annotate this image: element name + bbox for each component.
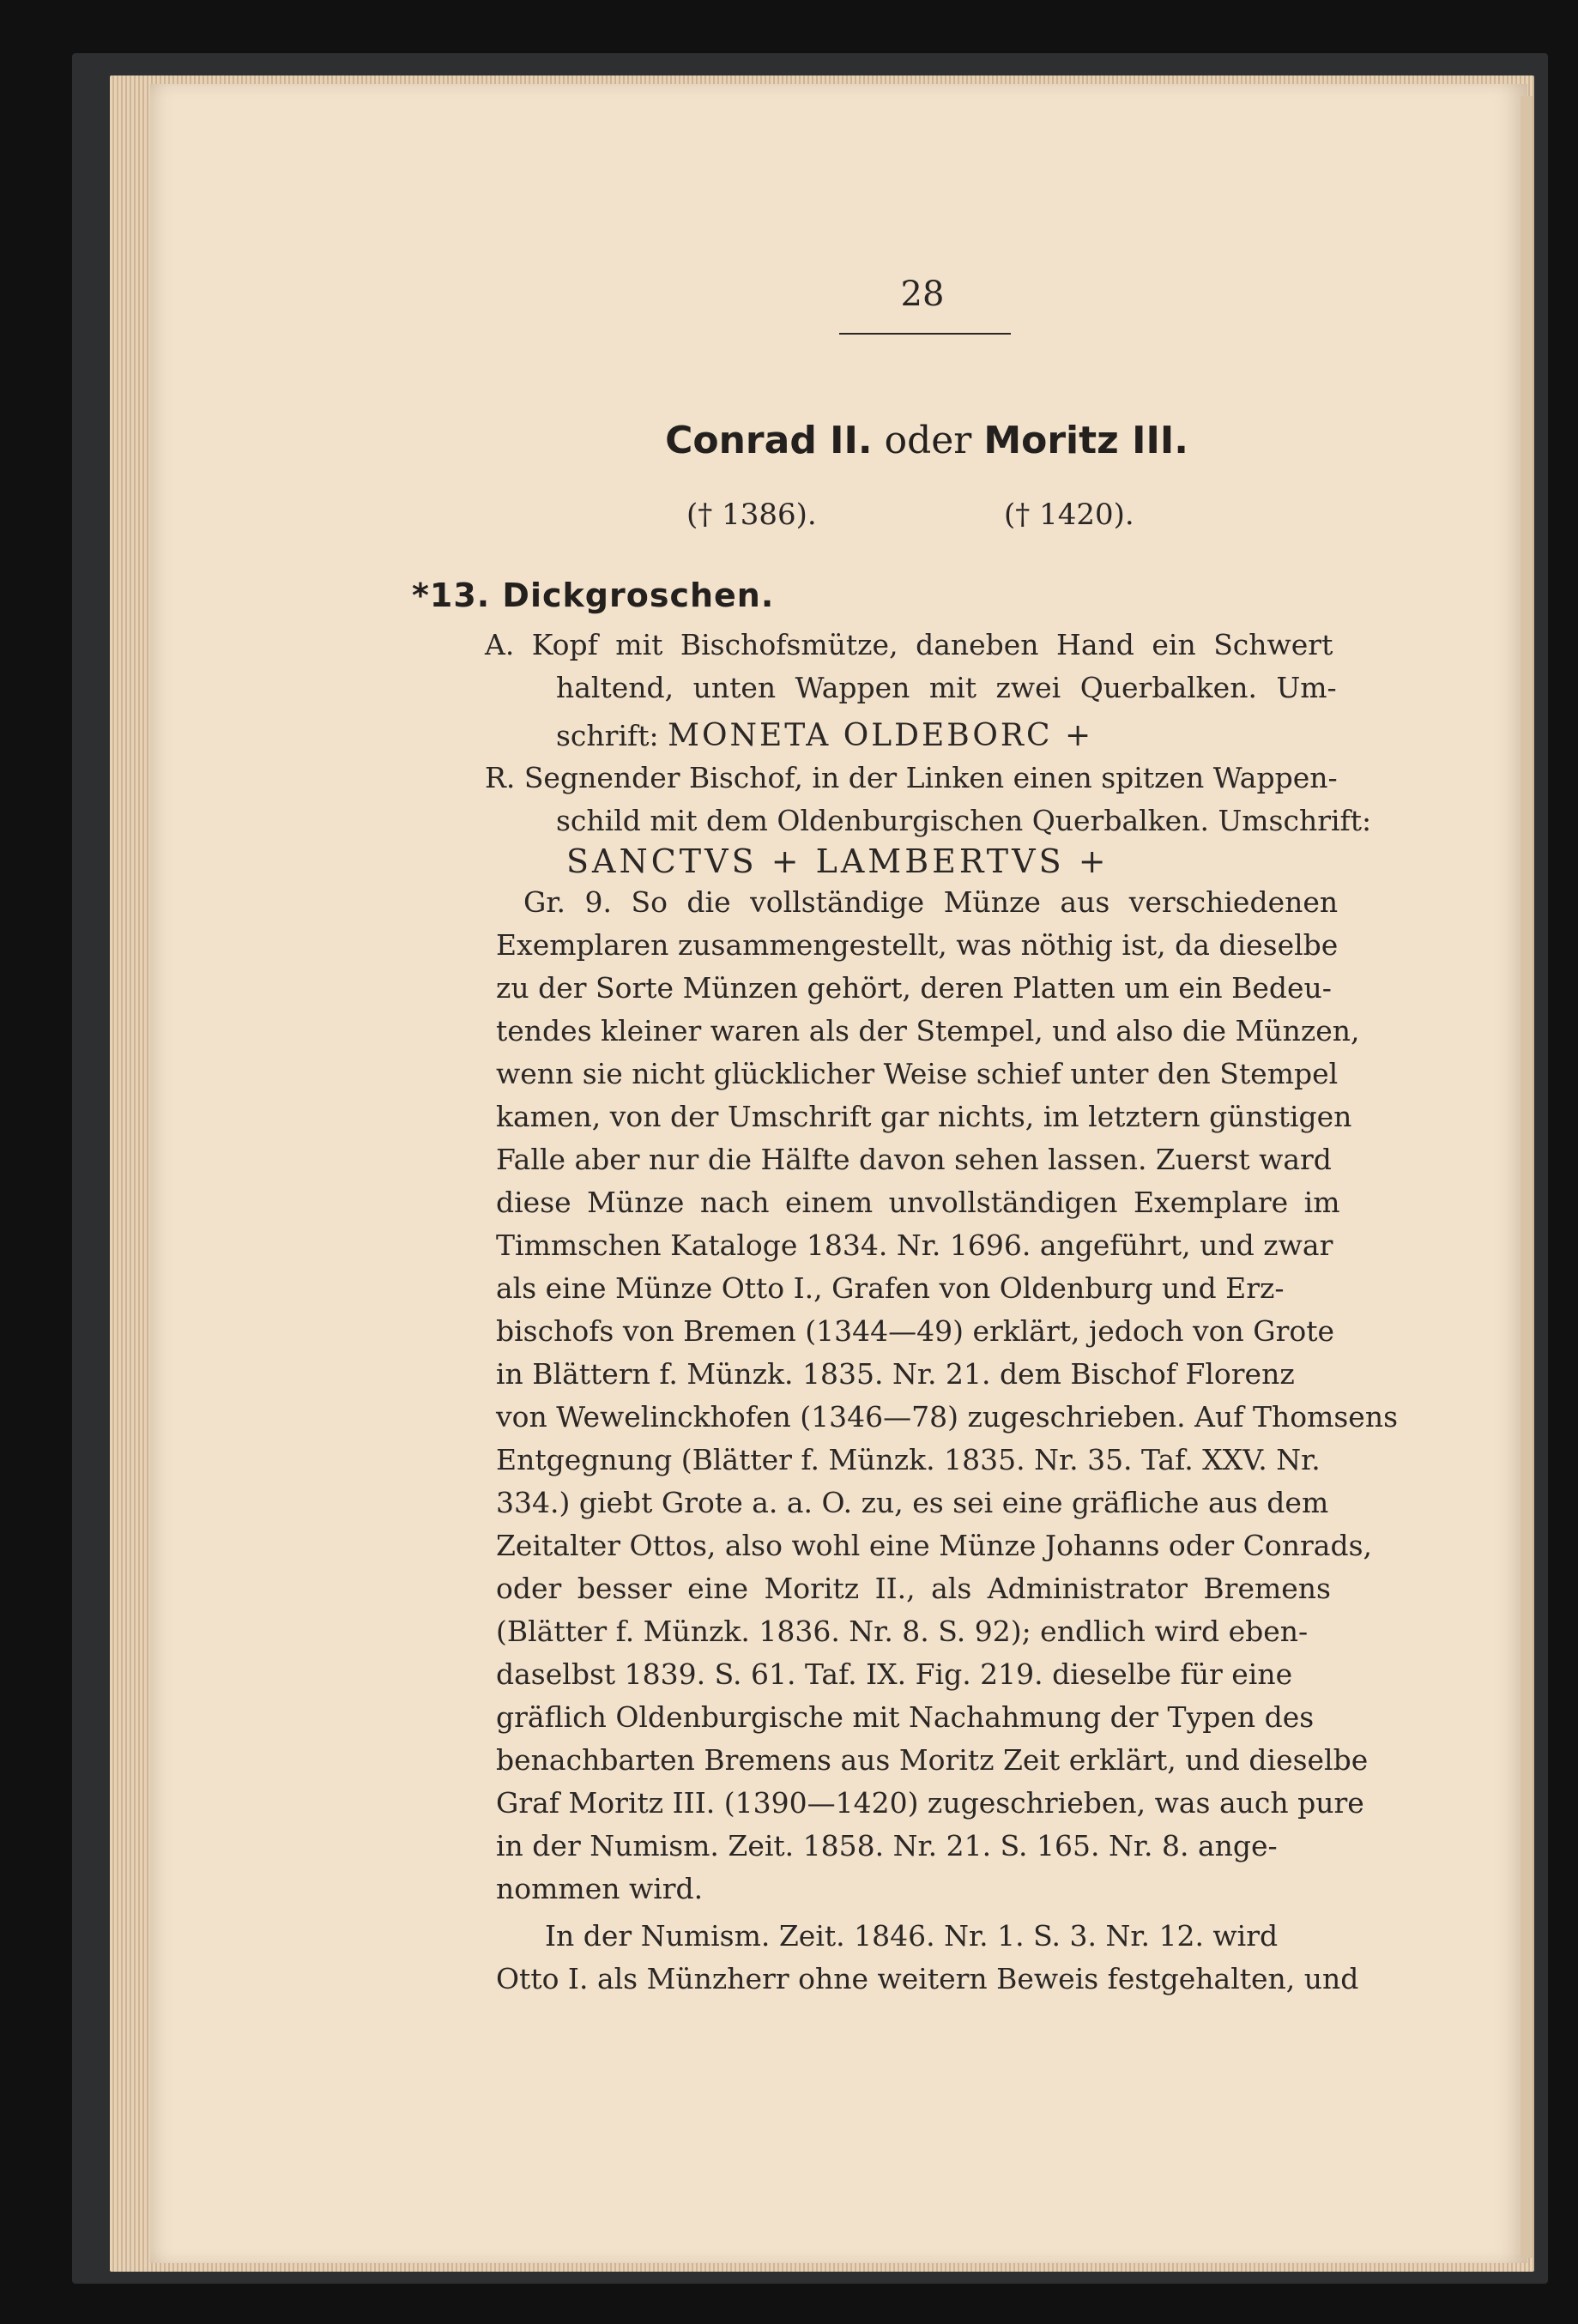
obverse-line-lead [556,718,1094,753]
heading-name-1: Conrad II. [665,419,873,462]
obverse-label: schrift: [556,719,659,752]
body-line: daselbst 1839. S. 61. Taf. IX. Fig. 219. dieselbe für eine [496,1657,1293,1691]
body-line: bischofs von Bremen (1344—49) erklärt, jedoch von Grote [496,1314,1335,1348]
body-line: tendes kleiner waren als der Stempel, und also die Münzen, [496,1014,1360,1047]
body-line: wenn sie nicht glücklicher Weise schief unter den Stempel [496,1057,1339,1090]
heading-name-2: Moritz III. [983,419,1188,462]
body-line: Zeitalter Ottos, also wohl eine Münze Johanns oder Conrads, [496,1529,1373,1562]
body-line: Otto I. als Münzherr ohne weitern Beweis festgehalten, und [496,1962,1359,1995]
obverse-line: A. Kopf mit Bischofsmütze, daneben Hand ein Schwert [485,628,1333,661]
body-line: von Wewelinckhofen (1346—78) zugeschrieben. Auf Thomsens [496,1400,1399,1434]
body-line: kamen, von der Umschrift gar nichts, im letztern günstigen [496,1100,1352,1133]
page-fore-edge [1521,96,1533,2258]
body-line: Falle aber nur die Hälfte davon sehen lassen. Zuerst ward [496,1143,1332,1176]
body-line: In der Numism. Zeit. 1846. Nr. 1. S. 3. Nr. 12. wird [545,1919,1279,1953]
body-line: in Blättern f. Münzk. 1835. Nr. 21. dem Bischof Florenz [496,1357,1295,1391]
body-line: (Blätter f. Münzk. 1836. Nr. 8. S. 92); endlich wird eben- [496,1615,1309,1648]
body-line: benachbarten Bremens aus Moritz Zeit erklärt, und dieselbe [496,1743,1369,1777]
body-line: in der Numism. Zeit. 1858. Nr. 21. S. 165. Nr. 8. ange- [496,1829,1278,1862]
body-line: diese Münze nach einem unvollständigen Exemplare im [496,1186,1340,1219]
body-line: Gr. 9. So die vollständige Münze aus verschiedenen [523,885,1339,919]
reverse-legend: SANCTVS + LAMBERTVS + [566,842,1109,880]
body-line: 334.) giebt Grote a. a. O. zu, es sei eine gräfliche aus dem [496,1486,1329,1519]
page-number-rule [839,333,1011,335]
reverse-line: schild mit dem Oldenburgischen Querbalken. Umschrift: [556,804,1372,837]
body-line: gräflich Oldenburgische mit Nachahmung der Typen des [496,1700,1315,1734]
body-line: Timmschen Kataloge 1834. Nr. 1696. angeführt, und zwar [496,1228,1333,1262]
page-heading [583,419,1270,462]
section-title: *13. Dickgroschen. [412,576,775,614]
death-date-moritz: († 1420). [1004,498,1134,532]
body-line: oder besser eine Moritz II., als Administrator Bremens [496,1572,1331,1605]
body-line: Exemplaren zusammengestellt, was nöthig ist, da dieselbe [496,928,1339,962]
body-line: Graf Moritz III. (1390—1420) zugeschrieben, was auch pure [496,1786,1364,1820]
body-line: nommen wird. [496,1872,704,1905]
body-line: als eine Münze Otto I., Grafen von Oldenburg und Erz- [496,1271,1285,1305]
death-date-conrad: († 1386). [686,498,817,532]
obverse-legend: MONETA OLDEBORC + [668,718,1094,753]
obverse-line: haltend, unten Wappen mit zwei Querbalken. Um- [556,671,1337,704]
heading-connector: oder [884,419,972,462]
reverse-line: R. Segnender Bischof, in der Linken einen spitzen Wappen- [485,761,1338,794]
body-line: zu der Sorte Münzen gehört, deren Platten um ein Bedeu- [496,971,1332,1005]
body-line: Entgegnung (Blätter f. Münzk. 1835. Nr. 35. Taf. XXV. Nr. [496,1443,1321,1476]
page-number: 28 [900,275,945,314]
